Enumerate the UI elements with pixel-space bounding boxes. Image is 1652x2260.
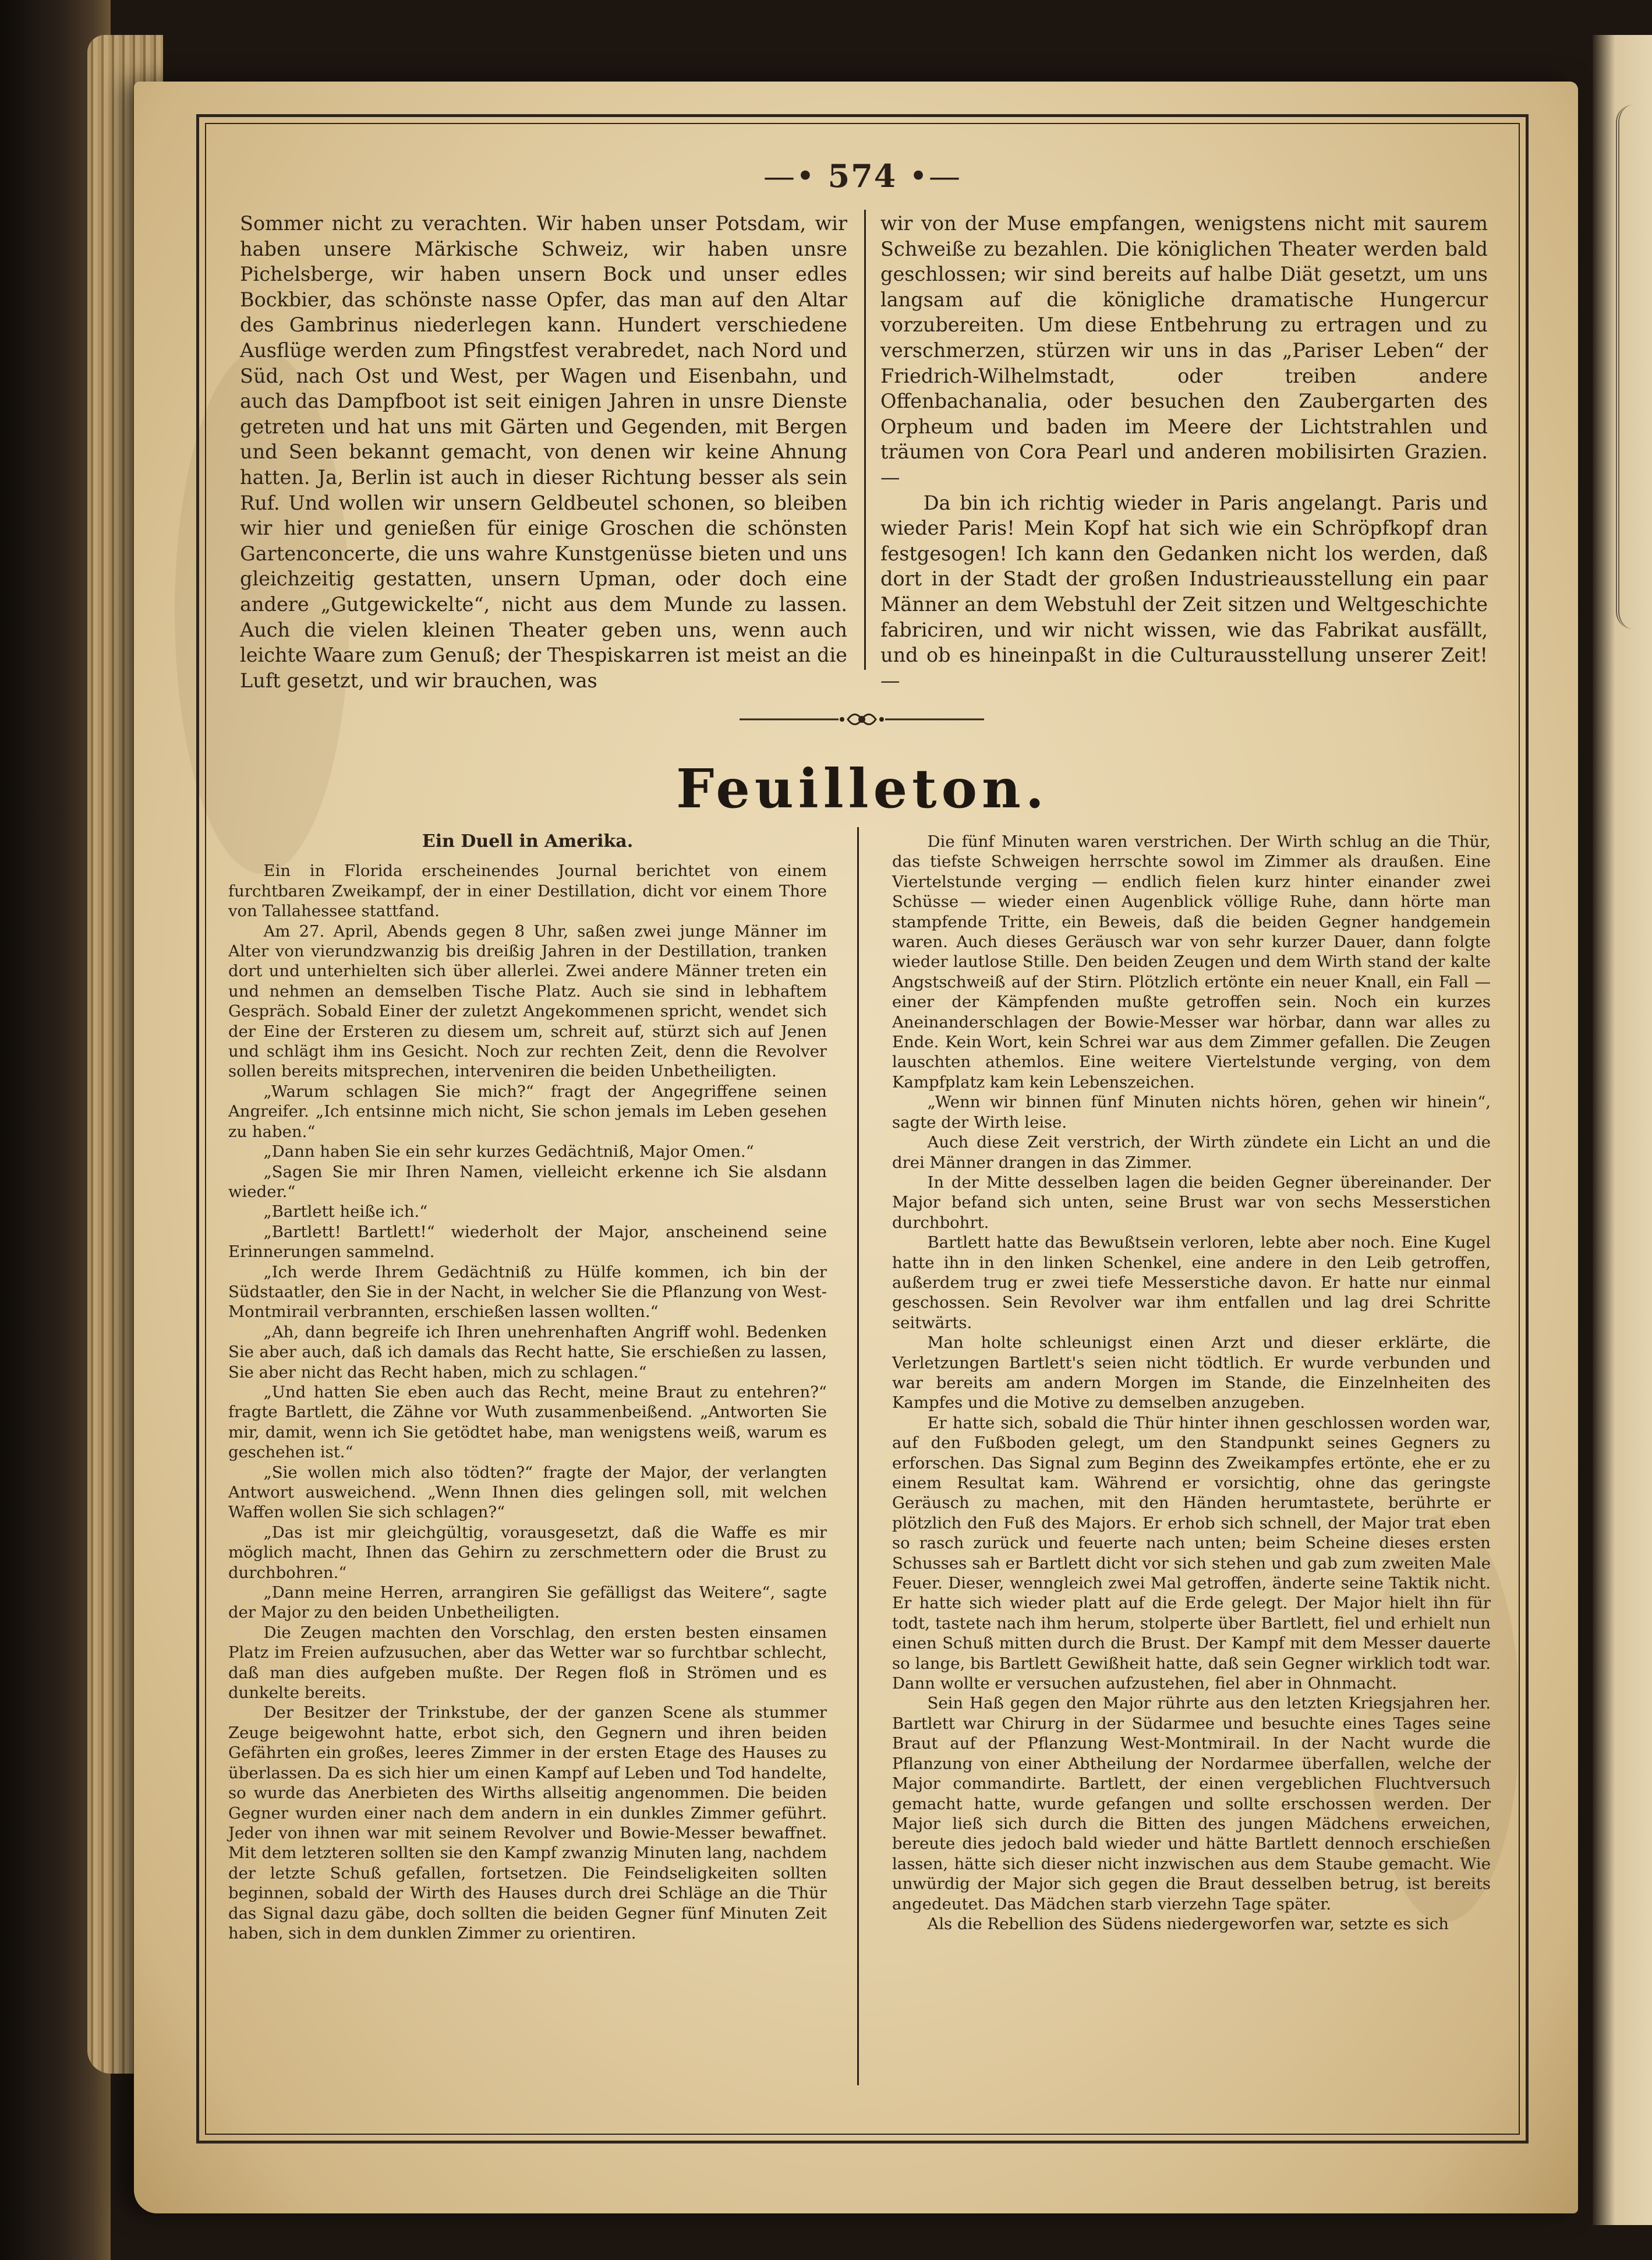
story-left-column [228,832,827,1943]
story-title: Ein Duell in Amerika. [422,831,634,852]
paragraph: „Wenn wir binnen fünf Minuten nichts hören, gehen wir hinein“, sagte der Wirth leise. [892,1093,1491,1132]
paragraph: Die Zeugen machten den Vorschlag, den ersten besten einsamen Platz im Freien aufzusuchen, aber das Wetter war so furchtbar schlecht, daß man dies aufgeben mußte. Der Regen floß in Strömen und es dunkelte bereits. [228,1623,827,1703]
paragraph: „Warum schlagen Sie mich?“ fragt der Angegriffene seinen Angreifer. „Ich entsinne mich nicht, Sie schon jemals im Leben gesehen zu haben.“ [228,1082,827,1141]
paragraph: „Ah, dann begreife ich Ihren unehrenhaften Angriff wohl. Bedenken Sie aber auch, daß ich damals das Recht hatte, Sie erschießen zu lassen, Sie aber nicht das Recht haben, mich zu schlagen.“ [228,1322,827,1382]
paragraph: „Und hatten Sie eben auch das Recht, meine Braut zu entehren?“ fragte Bartlett, die Zähne vor Wuth zusammenbeißend. „Antworten Sie mir, damit, wenn ich Sie getödtet habe, man wenigstens weiß, warum es geschehen ist.“ [228,1382,827,1462]
paragraph: „Sie wollen mich also tödten?“ fragte der Major, der verlangten Antwort ausweichend. „Wenn Ihnen dies gelingen soll, mit welchen Waffen wollen Sie sich schlagen?“ [228,1463,827,1522]
paragraph: „Das ist mir gleichgültig, vorausgesetzt, daß die Waffe es mir möglich macht, Ihnen das Gehirn zu zerschmettern oder die Brust zu durchbohren.“ [228,1523,827,1582]
paragraph: Sein Haß gegen den Major rührte aus den letzten Kriegsjahren her. Bartlett war Chirurg in der Südarmee und besuchte eines Tages seine Braut auf der Pflanzung West-Montmirail. In der Nacht wurde die Pflanzung von einer Abtheilung der Nordarmee überfallen, welche der Major commandirte. Bartlett, der einen vergeblichen Fluchtversuch gemacht hatte, wurde gefangen und sollte erschossen werden. Der Major ließ sich durch die Bitten des jungen Mädchens erweichen, bereute dies jedoch bald wieder und hätte Bartlett dennoch erschießen lassen, hätte sich dieser nicht inzwischen aus dem Staube gemacht. Wie unwürdig der Major sich gegen die Braut desselben betrug, ist bereits angedeutet. Das Mädchen starb vierzehn Tage später. [892,1694,1491,1913]
paragraph: „Bartlett heiße ich.“ [263,1202,428,1221]
paragraph: „Bartlett! Bartlett!“ wiederholt der Major, anscheinend seine Erinnerungen sammelnd. [228,1222,827,1262]
column-rule-bottom [857,827,859,2085]
paragraph: Am 27. April, Abends gegen 8 Uhr, saßen zwei junge Männer im Alter von vierundzwanzig bis dreißig Jahren in der Destillation, tranken dort und unterhielten sich über allerlei. Zwei andere Männer treten ein und nehmen an demselben Tische Platz. Auch sie sind in lebhaftem Gespräch. Sobald Einer der zuletzt Angekommenen spricht, wendet sich der Eine der Ersteren zu diesem um, schreit auf, stürzt sich auf Jenen und schlägt ihm ins Gesicht. Noch zur rechten Zeit, denn die Revolver sollen bereits mitsprechen, interveniren die beiden Unbetheiligten. [228,921,827,1081]
paragraph: „Sagen Sie mir Ihren Namen, vielleicht erkenne ich Sie alsdann wieder.“ [228,1162,827,1201]
header-dash-left: —• [763,158,816,195]
paragraph: „Dann haben Sie ein sehr kurzes Gedächtniß, Major Omen.“ [263,1142,754,1161]
paragraph: wir von der Muse empfangen, wenigstens nicht mit saurem Schweiße zu bezahlen. Die königlichen Theater werden bald geschlossen; wir sind bereits auf halbe Diät gesetzt, um uns langsam auf die königliche dramatische Hungercur vorzubereiten. Um diese Entbehrung zu ertragen und zu verschmerzen, stürzen wir uns in das „Pariser Leben“ der Friedrich-Wilhelmstadt, oder treiben andere Offenbachanalia, oder besuchen den Zaubergarten des Orpheum und baden im Meere der Lichtstrahlen und träumen von Cora Pearl und anderen mobilisirten Grazien. — [880,212,1488,489]
paragraph: Auch diese Zeit verstrich, der Wirth zündete ein Licht an und die drei Männer drangen in das Zimmer. [892,1133,1491,1172]
paragraph: Ein in Florida erscheinendes Journal berichtet von einem furchtbaren Zweikampf, der in einer Destillation, dicht vor einem Thore von Tallahessee stattfand. [228,861,827,921]
header-dash-right: •— [909,158,962,195]
story-right-column [892,832,1491,1934]
column-rule-top [864,210,866,670]
paragraph: Der Besitzer der Trinkstube, der der ganzen Scene als stummer Zeuge beigewohnt hatte, erbot sich, den Gegnern und ihren beiden Gefährten ein großes, leeres Zimmer in der ersten Etage des Hauses zu überlassen. Da es sich hier um einen Kampf auf Leben und Tod handelte, so wurde das Anerbieten des Wirths allseitig angenommen. Die beiden Gegner wurden einer nach dem andern in ein dunkles Zimmer geführt. Jeder von ihnen war mit seinem Revolver und Bowie-Messer bewaffnet. Mit dem letzteren sollten sie den Kampf zwanzig Minuten lang, nachdem der letzte Schuß gefallen, fortsetzen. Die Feindseligkeiten sollten beginnen, sobald der Wirth des Hauses durch drei Schläge an die Thür das Signal dazu gäbe, doch sollten die beiden Gegner fünf Minuten Zeit haben, sich in dem dunklen Zimmer zu orientiren. [228,1703,827,1943]
paragraph: „Dann meine Herren, arrangiren Sie gefälligst das Weitere“, sagte der Major zu den beiden Unbetheiligten. [228,1583,827,1622]
paragraph: Er hatte sich, sobald die Thür hinter ihnen geschlossen worden war, auf den Fußboden gelegt, um den Standpunkt seines Gegners zu erforschen. Das Signal zum Beginn des Zweikampfes ertönte, ehe er zu einem Resultat kam. Während er vorsichtig, ohne das geringste Geräusch zu machen, mit den Händen herumtastete, berührte er plötzlich den Fuß des Majors. Er erhob sich schnell, der Major trat eben so rasch zurück und feuerte nach unten; beim Scheine dieses ersten Schusses sah er Bartlett dicht vor sich stehen und gab zum zweiten Male Feuer. Dieser, wennglеich zwei Mal getroffen, änderte seine Taktik nicht. Er hatte sich wieder platt auf die Erde gelegt. Der Major hielt ihn für todt, tastete nach ihm herum, stolperte über Bartlett, fiel und erhielt nun einen Schuß mitten durch die Brust. Der Kampf mit dem Messer dauerte so lange, bis Bartlett Gewißheit hatte, daß sein Gegner wirklich todt war. Dann wollte er versuchen aufzustehen, fiel aber in Ohnmacht. [892,1413,1491,1693]
paragraph: Bartlett hatte das Bewußtsein verloren, lebte aber noch. Eine Kugel hatte ihn in den linken Schenkel, eine andere in den Leib getroffen, außerdem trug er zwei tiefe Messerstiche davon. Er hatte nur einmal geschossen. Sein Revolver war ihm entfallen und lag drei Schritte seitwärts. [892,1233,1491,1332]
feuilleton-heading: Feuilleton. [676,757,1049,820]
paragraph: Man holte schleunigst einen Arzt und dieser erklärte, die Verletzungen Bartlett's seien nicht tödtlich. Er wurde verbunden und war bereits am andern Morgen im Stande, die Einzelnheiten des Kampfes und die Motive zu demselben anzugeben. [892,1333,1491,1412]
facing-page-ornament [1616,105,1649,629]
section-ornament-icon [740,705,984,734]
paragraph: „Ich werde Ihrem Gedächtniß zu Hülfe kommen, ich bin der Südstaatler, den Sie in der Nacht, in welcher Sie die Pflanzung von West-Montmirail verbrannten, erschießen lassen wollten.“ [228,1262,827,1322]
top-left-column [240,211,847,693]
page-header [205,157,1520,195]
paragraph: In der Mitte desselben lagen die beiden Gegner übereinander. Der Major befand sich unten, seine Brust war von sechs Messerstichen durchbohrt. [892,1173,1491,1232]
page-number: 574 [827,157,897,195]
paragraph: Als die Rebellion des Südens niedergeworfen war, setzte es sich [927,1914,1449,1933]
top-right-column [880,211,1488,693]
paragraph: Sommer nicht zu verachten. Wir haben unser Potsdam, wir haben unsere Märkische Schweiz, wir haben unsre Pichelsberge, wir haben unsern Bock und unser edles Bockbier, das schönste nasse Opfer, das man auf den Altar des Gambrinus niederlegen kann. Hundert verschiedene Ausflüge werden zum Pfingstfest verabredet, nach Nord und Süd, nach Ost und West, per Wagen und Eisenbahn, und auch das Dampfboot ist seit einigen Jahren in unsre Dienste getreten und hat uns mit Gärten und Gegenden, mit Bergen und Seen bekannt gemacht, von denen wir keine Ahnung hatten. Ja, Berlin ist auch in dieser Richtung besser als sein Ruf. Und wollen wir unsern Geldbeutel schonen, so bleiben wir hier und genießen für einige Groschen die schönsten Gartenconcerte, die uns wahre Kunstgenüsse bieten und uns gleichzeitig gestatten, unsern Upman, oder doch eine andere „Gutgewickelte“, nicht aus dem Munde zu lassen. Auch die vielen kleinen Theater geben uns, wenn auch leichte Waare zum Genuß; der Thespiskarren ist meist an die Luft gesetzt, und wir brauchen, was [240,212,847,692]
paragraph: Die fünf Minuten waren verstrichen. Der Wirth schlug an die Thür, das tiefste Schweigen herrschte sowol im Zimmer als draußen. Eine Viertelstunde verging — endlich fielen kurz hinter einander zwei Schüsse — wieder einen Augenblick völlige Ruhe, dann hörte man stampfende Tritte, ein Beweis, daß die beiden Gegner handgemein waren. Auch dieses Geräusch war von sehr kurzer Dauer, dann folgte wieder lautlose Stille. Den beiden Zeugen und dem Wirth stand der kalte Angstschweiß auf der Stirn. Plötzlich ertönte ein neuer Knall, ein Fall — einer der Kämpfenden mußte getroffen sein. Noch ein kurzes Aneinanderschlagen der Bowie-Messer war hörbar, dann war alles zu Ende. Kein Wort, kein Schrei war aus dem Zimmer gefallen. Die Zeugen lauschten athemlos. Eine weitere Viertelstunde verging, von dem Kampfplatz kam kein Lebenszeichen. [892,832,1491,1092]
paragraph: Da bin ich richtig wieder in Paris angelangt. Paris und wieder Paris! Mein Kopf hat sich wie ein Schröpfkopf dran festgesogen! Ich kann den Gedanken nicht los werden, daß dort in der Stadt der großen Industrieausstellung ein paar Männer an dem Webstuhl der Zeit sitzen und Weltgeschichte fabriciren, und wir nicht wissen, wie das Fabrikat ausfällt, und ob es hineinpaßt in die Culturausstellung unserer Zeit! — [880,491,1488,692]
